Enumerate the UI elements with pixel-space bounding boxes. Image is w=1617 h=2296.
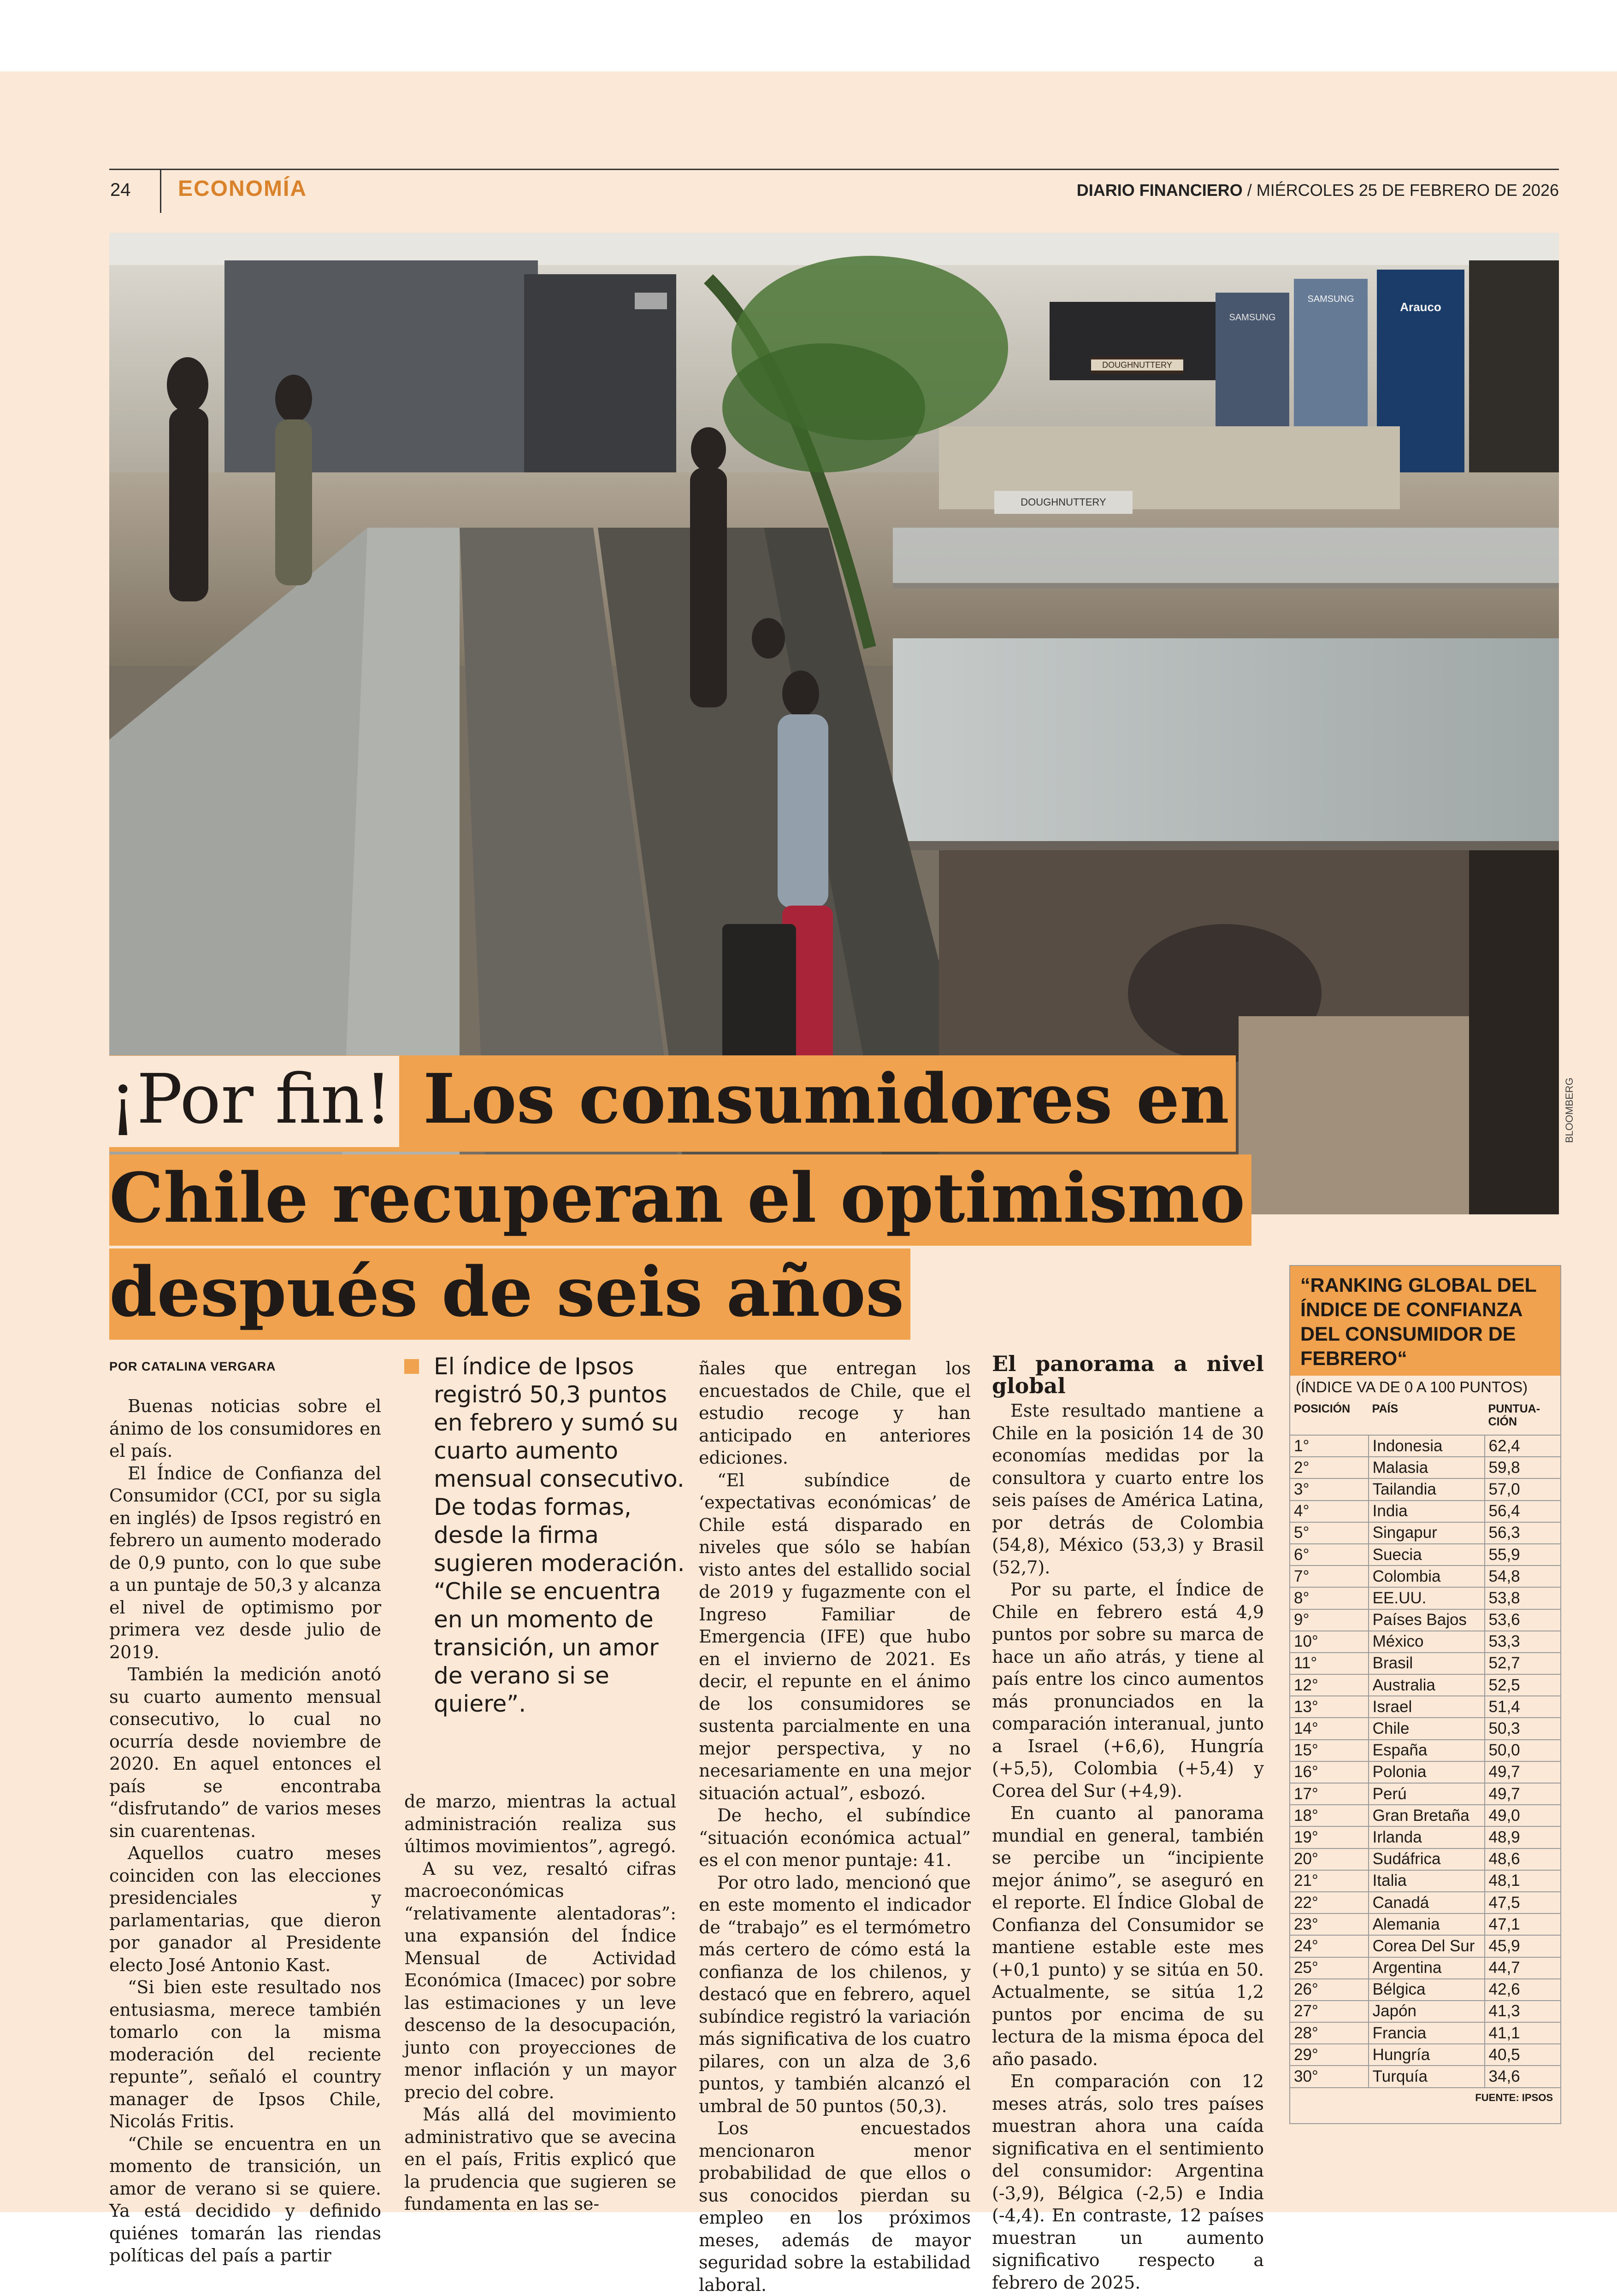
ranking-position: 6°	[1290, 1544, 1369, 1566]
table-row	[1290, 1696, 1560, 1718]
subheading: El panorama a nivel global	[992, 1351, 1264, 1398]
ranking-score: 59,8	[1485, 1457, 1560, 1478]
ranking-score: 49,7	[1485, 1761, 1560, 1783]
publication-line	[1077, 181, 1559, 200]
ranking-position: 22°	[1290, 1892, 1369, 1913]
sign-doughnuttery-top: DOUGHNUTTERY	[1102, 360, 1172, 370]
table-row	[1290, 1957, 1560, 1979]
table-row	[1290, 1566, 1560, 1587]
ranking-score: 47,5	[1485, 1892, 1560, 1913]
paragraph: “Si bien este resultado nos entusiasma, merece también tomarlo con la misma moderación del reciente repunte”, señaló el country manager de Ipsos Chile, Nicolás Fritis.	[109, 1977, 381, 2131]
ranking-score: 51,4	[1485, 1696, 1560, 1718]
quote-marker	[404, 1359, 419, 1374]
ranking-country: Tailandia	[1369, 1478, 1485, 1500]
ranking-country: Sudáfrica	[1369, 1849, 1485, 1870]
paragraph: Por otro lado, mencionó que en este momento el indicador de “trabajo” es el termómetro más certero de cómo está la confianza de los chilenos, y destacó que en febrero, aquel subíndice registró la variación más significativa de los cuatro pilares, con un alza de 3,6 puntos, y también alcanzó el umbral de 50 puntos (50,3).	[699, 1872, 971, 2116]
ranking-country: India	[1369, 1501, 1485, 1522]
table-row	[1290, 1979, 1560, 2001]
pull-quote-text: El índice de Ipsos registró 50,3 puntos en febrero y sumó su cuarto aumento mensual consecutivo. De todas formas, desde la firma sugieren moderación. “Chile se encuentra en un momento de transición, un amor de verano si se quiere”.	[434, 1353, 685, 1717]
headline-line-2: Chile recuperan el optimismo	[109, 1154, 1251, 1246]
paragraph: El Índice de Confianza del Consumidor (CCI, por su sigla en inglés) de Ipsos registró en febrero un aumento moderado de 0,9 punto, con lo que sube a un puntaje de 50,3 y alcanza el nivel de optimismo por primera vez desde julio de 2019.	[109, 1463, 381, 1662]
ranking-score: 50,3	[1485, 1718, 1560, 1739]
ranking-position: 2°	[1290, 1457, 1369, 1478]
table-row	[1290, 1609, 1560, 1631]
column-header-position: POSICIÓN	[1294, 1402, 1351, 1415]
byline: POR CATALINA VERGARA	[109, 1360, 276, 1373]
ranking-position: 30°	[1290, 2066, 1369, 2087]
ranking-country: Italia	[1369, 1870, 1485, 1892]
table-row	[1290, 2066, 1560, 2087]
article-column-2	[404, 1790, 676, 2215]
ranking-score: 49,7	[1485, 1783, 1560, 1805]
ranking-score: 44,7	[1485, 1957, 1560, 1979]
ranking-score: 53,6	[1485, 1609, 1560, 1631]
headline-line-1	[109, 1055, 1236, 1152]
ranking-country: Malasia	[1369, 1457, 1485, 1478]
ranking-position: 8°	[1290, 1587, 1369, 1609]
ranking-position: 5°	[1290, 1522, 1369, 1544]
ranking-country: Países Bajos	[1369, 1609, 1485, 1631]
table-row	[1290, 1522, 1560, 1544]
ranking-position: 14°	[1290, 1718, 1369, 1739]
ranking-score: 53,8	[1485, 1587, 1560, 1609]
ranking-score: 52,7	[1485, 1653, 1560, 1674]
paragraph: Los encuestados mencionaron menor probabilidad de que ellos o sus conocidos pierdan su empleo en los próximos meses, además de mayor seguridad sobre la estabilidad laboral.	[699, 2118, 971, 2295]
ranking-score: 52,5	[1485, 1674, 1560, 1696]
ranking-country: EE.UU.	[1369, 1587, 1485, 1609]
table-row	[1290, 1587, 1560, 1609]
ranking-position: 13°	[1290, 1696, 1369, 1718]
ranking-country: México	[1369, 1631, 1485, 1653]
table-row	[1290, 1457, 1560, 1478]
paragraph: De hecho, el subíndice “situación económica actual” es el con menor puntaje: 41.	[699, 1805, 971, 1870]
ranking-score: 50,0	[1485, 1740, 1560, 1761]
paragraph: Más allá del movimiento administrativo que se avecina en el país, Fritis explicó que la prudencia que sugieren se fundamenta en las se-	[404, 2104, 676, 2214]
publication-name: DIARIO FINANCIERO	[1076, 181, 1243, 200]
table-row	[1290, 1544, 1560, 1566]
ranking-country: Corea Del Sur	[1369, 1935, 1485, 1957]
ranking-position: 16°	[1290, 1761, 1369, 1783]
paragraph: En comparación con 12 meses atrás, solo tres países muestran ahora una caída significativa en el sentimiento del consumidor: Argentina (-3,9), Bélgica (-2,5) e India (-4,4). En contraste, 12 países muestran un aumento significativo respecto a febrero de 2025.	[992, 2071, 1264, 2293]
paragraph: Este resultado mantiene a Chile en la posición 14 de 30 economías medidas por la consultora y cuarto entre los seis países de América Latina, por detrás de Colombia (54,8), México (53,3) y Brasil (52,7).	[992, 1401, 1264, 1578]
ranking-country: Polonia	[1369, 1761, 1485, 1783]
ranking-country: Turquía	[1369, 2066, 1485, 2087]
headline-lead: ¡Por fin!	[109, 1056, 399, 1147]
ranking-country: Francia	[1369, 2022, 1485, 2044]
ranking-country: Indonesia	[1369, 1435, 1485, 1457]
pull-quote	[404, 1353, 690, 1718]
ranking-country: Colombia	[1369, 1566, 1485, 1587]
table-row	[1290, 1870, 1560, 1892]
ranking-country: Irlanda	[1369, 1826, 1485, 1848]
ranking-country: Brasil	[1369, 1653, 1485, 1674]
ranking-position: 11°	[1290, 1653, 1369, 1674]
page-header	[109, 97, 1559, 201]
ranking-score: 57,0	[1485, 1478, 1560, 1500]
page-number: 24	[110, 180, 131, 200]
ranking-sidebar	[1289, 1265, 1561, 2124]
paragraph: de marzo, mientras la actual administración realiza sus últimos movimientos”, agregó.	[404, 1791, 676, 1856]
ranking-score: 48,9	[1485, 1826, 1560, 1848]
ranking-position: 3°	[1290, 1478, 1369, 1500]
ranking-country: Suecia	[1369, 1544, 1485, 1566]
ranking-position: 17°	[1290, 1783, 1369, 1805]
ranking-source: FUENTE: IPSOS	[1290, 2087, 1560, 2104]
article-column-4	[992, 1353, 1264, 2294]
ranking-score: 53,3	[1485, 1631, 1560, 1653]
ranking-country: Israel	[1369, 1696, 1485, 1718]
ranking-score: 45,9	[1485, 1935, 1560, 1957]
ranking-position: 19°	[1290, 1826, 1369, 1848]
table-row	[1290, 2001, 1560, 2022]
ranking-score: 56,3	[1485, 1522, 1560, 1544]
ranking-position: 9°	[1290, 1609, 1369, 1631]
ranking-position: 27°	[1290, 2001, 1369, 2022]
ranking-country: Australia	[1369, 1674, 1485, 1696]
ranking-position: 12°	[1290, 1674, 1369, 1696]
table-row	[1290, 1761, 1560, 1783]
ranking-score: 55,9	[1485, 1544, 1560, 1566]
headline-line-1-text: Los consumidores en	[423, 1059, 1229, 1139]
header-rule	[109, 169, 1559, 170]
table-row	[1290, 1653, 1560, 1674]
ranking-country: Chile	[1369, 1718, 1485, 1739]
paragraph: Aquellos cuatro meses coinciden con las elecciones presidenciales y parlamentarias, que dieron por ganador al Presidente electo José Antonio Kast.	[109, 1843, 381, 1975]
ranking-country: Hungría	[1369, 2044, 1485, 2066]
table-row	[1290, 1913, 1560, 1935]
table-row	[1290, 1805, 1560, 1826]
paragraph: Buenas noticias sobre el ánimo de los consumidores en el país.	[109, 1396, 381, 1461]
sign-arauco: Arauco	[1400, 300, 1441, 314]
ranking-position: 7°	[1290, 1566, 1369, 1587]
ranking-position: 26°	[1290, 1979, 1369, 2001]
ranking-country: España	[1369, 1740, 1485, 1761]
ranking-position: 15°	[1290, 1740, 1369, 1761]
table-row	[1290, 1718, 1560, 1739]
table-row	[1290, 1674, 1560, 1696]
sign-doughnuttery-counter: DOUGHNUTTERY	[1021, 496, 1106, 508]
ranking-position: 25°	[1290, 1957, 1369, 1979]
ranking-title: “RANKING GLOBAL DEL ÍNDICE DE CONFIANZA DEL CONSUMIDOR DE FEBRERO“	[1290, 1266, 1560, 1376]
headline-line-3: después de seis años	[109, 1248, 910, 1340]
table-row	[1290, 1740, 1560, 1761]
ranking-position: 29°	[1290, 2044, 1369, 2066]
publication-date: / MIÉRCOLES 25 DE FEBRERO DE 2026	[1242, 181, 1559, 200]
paragraph: Por su parte, el Índice de Chile en febrero está 4,9 puntos por sobre su marca de hace un año atrás, y tiene al país entre los cinco aumentos más pronunciados en la comparación interanual, junto a Israel (+6,6), Hungría (+5,5), Colombia (+5,4) y Corea del Sur (+4,9).	[992, 1579, 1264, 1801]
ranking-country: Perú	[1369, 1783, 1485, 1805]
ranking-table	[1290, 1400, 1560, 2087]
table-row	[1290, 1826, 1560, 1848]
ranking-score: 49,0	[1485, 1805, 1560, 1826]
ranking-position: 21°	[1290, 1870, 1369, 1892]
ranking-position: 24°	[1290, 1935, 1369, 1957]
ranking-country: Canadá	[1369, 1892, 1485, 1913]
table-row	[1290, 2022, 1560, 2044]
ranking-score: 42,6	[1485, 1979, 1560, 2001]
ranking-score: 41,3	[1485, 2001, 1560, 2022]
paragraph: ñales que entregan los encuestados de Chile, que el estudio recoge y han anticipado en anteriores ediciones.	[699, 1358, 971, 1468]
ranking-country: Alemania	[1369, 1913, 1485, 1935]
ranking-position: 10°	[1290, 1631, 1369, 1653]
article-column-1	[109, 1360, 381, 2267]
ranking-score: 48,6	[1485, 1849, 1560, 1870]
paragraph: También la medición anotó su cuarto aumento mensual consecutivo, lo cual no ocurría desde noviembre de 2020. En aquel entonces el país se encontraba “disfrutando” de varios meses sin cuarentenas.	[109, 1664, 381, 1841]
ranking-score: 62,4	[1485, 1435, 1560, 1457]
ranking-score: 34,6	[1485, 2066, 1560, 2087]
ranking-score: 54,8	[1485, 1566, 1560, 1587]
column-header-country: PAÍS	[1372, 1402, 1399, 1415]
column-header-score: PUNTUA- CIÓN	[1488, 1402, 1540, 1428]
paragraph: En cuanto al panorama mundial en general, también se percibe un “incipiente mejor ánimo”, se aseguró en el reporte. El Índice Global de Confianza del Consumidor se mantiene estable este mes (+0,1 punto) y se sitúa en 50. Actualmente, se sitúa 1,2 puntos por encima de su lectura de la misma época del año pasado.	[992, 1803, 1264, 2069]
sign-samsung-2: SAMSUNG	[1307, 294, 1354, 304]
sign-samsung-1: SAMSUNG	[1229, 312, 1276, 323]
ranking-country: Japón	[1369, 2001, 1485, 2022]
ranking-country: Argentina	[1369, 1957, 1485, 1979]
paragraph: A su vez, resaltó cifras macroeconómicas “relativamente alentadoras”: una expansión del Índice Mensual de Actividad Económica (Imacec) por sobre las estimaciones y un leve descenso de la desocupación, junto con proyecciones de menor inflación y un mayor precio del cobre.	[404, 1858, 676, 2102]
paragraph: “El subíndice de ‘expectativas económicas’ de Chile está disparado en niveles que sólo se habían visto antes del estallido social de 2019 y fugazmente con el Ingreso Familiar de Emergencia (IFE) que hubo en el invierno de 2021. Es decir, el repunte en el ánimo de los consumidores se sustenta parcialmente en una mejor perspectiva, y no necesariamente en una mejor situación actual”, esbozó.	[699, 1470, 971, 1803]
ranking-position: 20°	[1290, 1849, 1369, 1870]
section-name: ECONOMÍA	[160, 170, 307, 213]
ranking-country: Bélgica	[1369, 1979, 1485, 2001]
ranking-position: 28°	[1290, 2022, 1369, 2044]
ranking-country: Gran Bretaña	[1369, 1805, 1485, 1826]
table-row	[1290, 1478, 1560, 1500]
ranking-score: 41,1	[1485, 2022, 1560, 2044]
table-row	[1290, 1783, 1560, 1805]
paragraph: “Chile se encuentra en un momento de transición, un amor de verano si se quiere. Ya está decidido y definido quiénes tomarán las riendas políticas del país a partir	[109, 2133, 381, 2266]
ranking-score: 47,1	[1485, 1913, 1560, 1935]
ranking-score: 40,5	[1485, 2044, 1560, 2066]
ranking-header-row	[1290, 1400, 1560, 1435]
ranking-note: (ÍNDICE VA DE 0 A 100 PUNTOS)	[1296, 1378, 1528, 1395]
ranking-country: Singapur	[1369, 1522, 1485, 1544]
ranking-position: 18°	[1290, 1805, 1369, 1826]
table-row	[1290, 1631, 1560, 1653]
ranking-score: 48,1	[1485, 1870, 1560, 1892]
ranking-position: 4°	[1290, 1501, 1369, 1522]
table-row	[1290, 1501, 1560, 1522]
headline	[109, 1055, 1308, 1342]
table-row	[1290, 1435, 1560, 1457]
ranking-score: 56,4	[1485, 1501, 1560, 1522]
table-row	[1290, 1849, 1560, 1870]
article-column-3	[699, 1357, 971, 2296]
photo-credit: BLOOMBERG	[1564, 1077, 1575, 1143]
table-row	[1290, 1892, 1560, 1913]
table-row	[1290, 2044, 1560, 2066]
ranking-position: 23°	[1290, 1913, 1369, 1935]
ranking-position: 1°	[1290, 1435, 1369, 1457]
table-row	[1290, 1935, 1560, 1957]
